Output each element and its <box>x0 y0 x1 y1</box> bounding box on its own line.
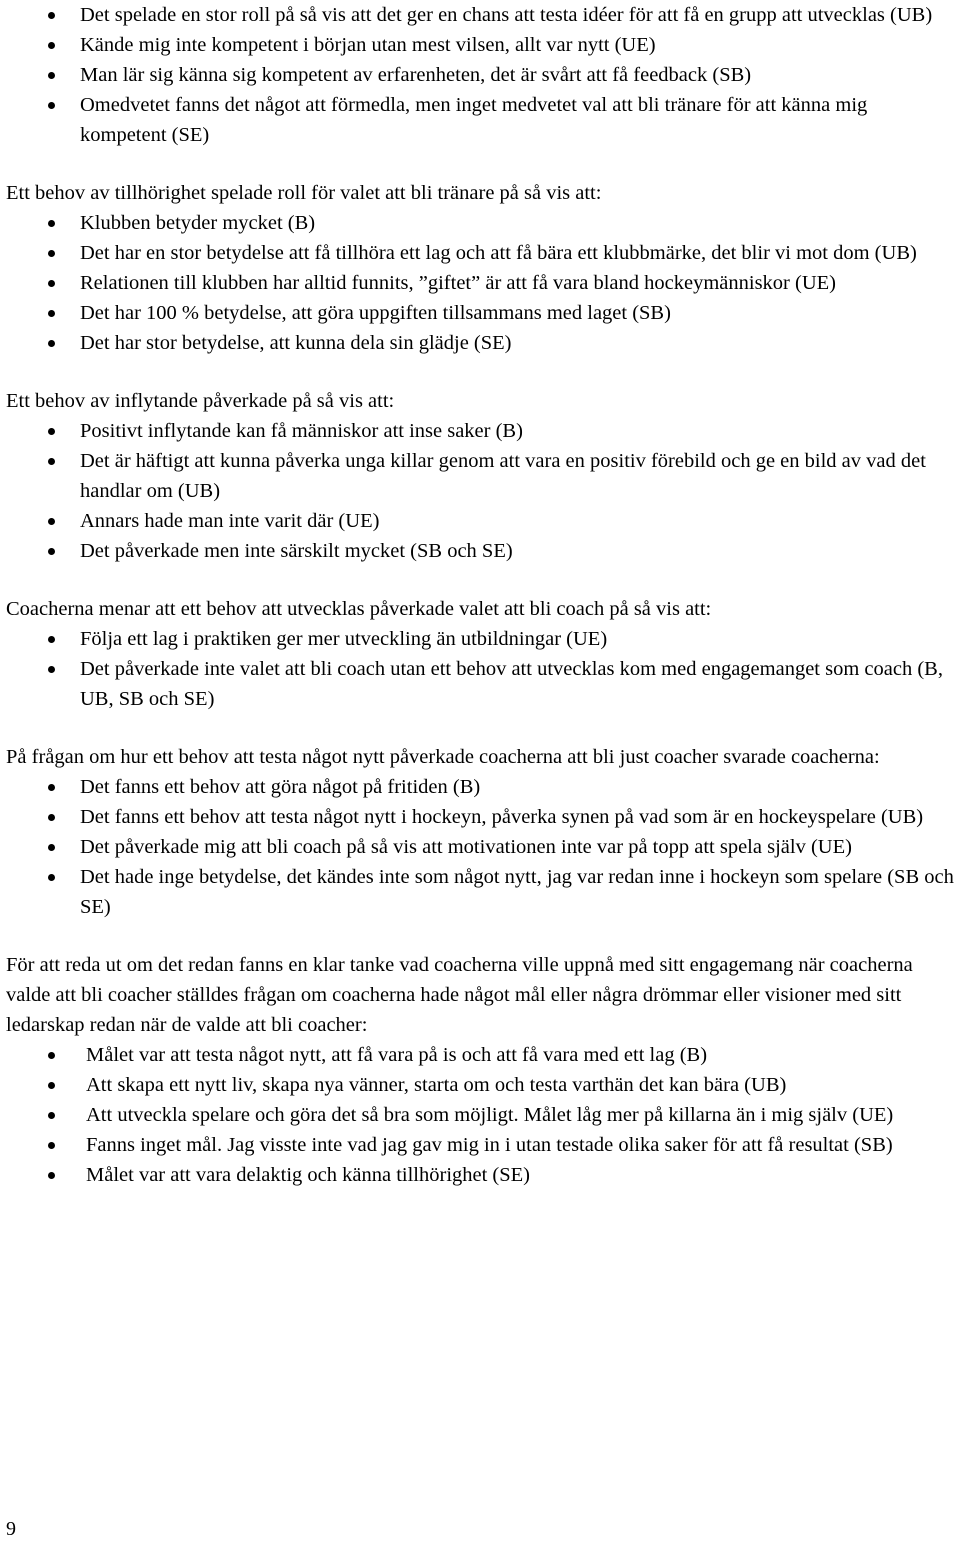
list-item: Det har en stor betydelse att få tillhöra ett lag och att få bära ett klubbmärke, det blir vi mot dom (UB) <box>6 238 958 268</box>
list-item: Att skapa ett nytt liv, skapa nya vänner, starta om och testa varthän det kan bära (UB) <box>6 1070 958 1100</box>
list-item: Positivt inflytande kan få människor att inse saker (B) <box>6 416 958 446</box>
list-item: Målet var att vara delaktig och känna tillhörighet (SE) <box>6 1160 958 1190</box>
list-item: Att utveckla spelare och göra det så bra som möjligt. Målet låg mer på killarna än i mig själv (UE) <box>6 1100 958 1130</box>
list-item: Det fanns ett behov att testa något nytt i hockeyn, påverka synen på vad som är en hockeyspelare (UB) <box>6 802 958 832</box>
list-item: Annars hade man inte varit där (UE) <box>6 506 958 536</box>
new-things-list <box>6 772 958 922</box>
list-item: Det påverkade inte valet att bli coach utan ett behov att utvecklas kom med engagemanget som coach (B, UB, SB och SE) <box>6 654 958 714</box>
list-item: Det är häftigt att kunna påverka unga killar genom att vara en positiv förebild och ge en bild av vad det handlar om (UB) <box>6 446 958 506</box>
goals-heading: För att reda ut om det redan fanns en klar tanke vad coacherna ville uppnå med sitt engagemang när coacherna valde att bli coacher ställdes frågan om coacherna hade något mål eller några drömmar eller visioner med sitt ledarskap redan när de valde att bli coacher: <box>6 954 913 1036</box>
belonging-heading: Ett behov av tillhörighet spelade roll för valet att bli tränare på så vis att: <box>6 182 602 204</box>
list-item: Omedvetet fanns det något att förmedla, men inget medvetet val att bli tränare för att känna mig kompetent (SE) <box>6 90 958 150</box>
list-item: Det fanns ett behov att göra något på fritiden (B) <box>6 772 958 802</box>
list-item: Följa ett lag i praktiken ger mer utveckling än utbildningar (UE) <box>6 624 958 654</box>
belonging-list <box>6 208 958 358</box>
new-things-heading: På frågan om hur ett behov att testa något nytt påverkade coacherna att bli just coacher svarade coacherna: <box>6 746 880 768</box>
list-item: Det påverkade mig att bli coach på så vis att motivationen inte var på topp att spela själv (UE) <box>6 832 958 862</box>
intro-list <box>6 0 958 150</box>
develop-list <box>6 624 958 714</box>
influence-list <box>6 416 958 566</box>
list-item: Fanns inget mål. Jag visste inte vad jag gav mig in i utan testade olika saker för att få resultat (SB) <box>6 1130 958 1160</box>
list-item: Klubben betyder mycket (B) <box>6 208 958 238</box>
list-item: Det hade inge betydelse, det kändes inte som något nytt, jag var redan inne i hockeyn som spelare (SB och SE) <box>6 862 958 922</box>
goals-list <box>6 1040 958 1190</box>
list-item: Relationen till klubben har alltid funnits, ”giftet” är att få vara bland hockeymänniskor (UE) <box>6 268 958 298</box>
list-item: Det har stor betydelse, att kunna dela sin glädje (SE) <box>6 328 958 358</box>
influence-heading: Ett behov av inflytande påverkade på så vis att: <box>6 390 395 412</box>
list-item: Man lär sig känna sig kompetent av erfarenheten, det är svårt att få feedback (SB) <box>6 60 958 90</box>
list-item: Det påverkade men inte särskilt mycket (SB och SE) <box>6 536 958 566</box>
page-number: 9 <box>6 1518 16 1540</box>
develop-heading: Coacherna menar att ett behov att utvecklas påverkade valet att bli coach på så vis att: <box>6 598 712 620</box>
list-item: Målet var att testa något nytt, att få vara på is och att få vara med ett lag (B) <box>6 1040 958 1070</box>
document-page <box>6 0 958 1190</box>
list-item: Kände mig inte kompetent i början utan mest vilsen, allt var nytt (UE) <box>6 30 958 60</box>
list-item: Det spelade en stor roll på så vis att det ger en chans att testa idéer för att få en grupp att utvecklas (UB) <box>6 0 958 30</box>
list-item: Det har 100 % betydelse, att göra uppgiften tillsammans med laget (SB) <box>6 298 958 328</box>
